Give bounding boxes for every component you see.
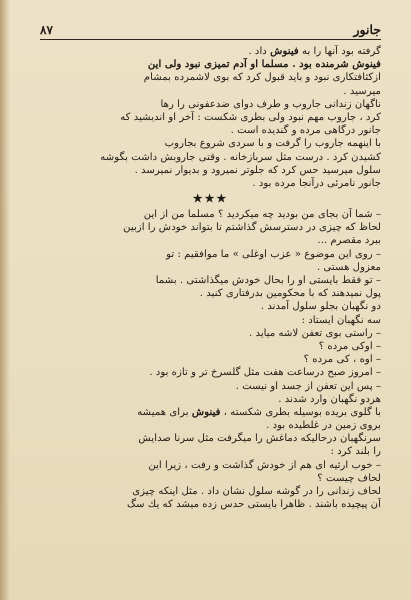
text-line: جانور درگاهی مرده و گندیده است . <box>230 125 381 137</box>
text-line: ازکثافتکاری نبود و باید قبول کرد که بوی لاشمرده بمشام <box>143 72 381 84</box>
text-line: – خوب ارثیه ای هم از خودش گذاشت و رفت ، زیرا این <box>148 459 381 471</box>
text-line: سرنگهبان درحالیکه دماغش را میگرفت مثل سرنا صدایش <box>138 433 381 445</box>
text-line: آن پیچیده باشند . ظاهرا بایستی حدس زده میشد که یك سگ <box>126 499 381 511</box>
text-line: را بلند کرد : <box>330 446 381 458</box>
text-line: جانور نامرئی درآنجا مرده بود . <box>252 177 381 189</box>
text-line: دو نگهبان بجلو سلول آمدند . <box>260 301 381 313</box>
text-line: – تو فقط بایستی او را بحال خودش میگذاشتی . بشما <box>155 275 381 286</box>
text-line: میرسید . <box>343 85 381 97</box>
text-line: ببرد مقصرم ... <box>317 235 381 247</box>
text-line: – اوه ، کی مرده ؟ <box>303 354 381 366</box>
character-name: فینوش <box>270 45 299 57</box>
text-line: سلول میرسید حس کرد که جلوتر نمیرود و بدیوار نمیرسد . <box>134 164 381 176</box>
text-line: فینوش شرمنده بود . مسلما او آدم تمیزی نبود ولی این <box>147 58 381 71</box>
text-line: بروی زمین در غلطیده بود . <box>266 420 381 432</box>
text-line: با گلوی بریده بوسیله بطری شکسته ، فینوش برای همیشه <box>137 405 381 418</box>
section-2 <box>40 208 381 511</box>
text-line: – پس این تعفن از جسد او نیست . <box>235 380 381 392</box>
text-line: – شما آن بجای من بودید چه میکردید ؟ مسلما من از این <box>143 209 381 221</box>
text-line: سه نگهبان ایستاد : <box>301 314 381 326</box>
text-line: لحاف زندانی را در گوشه سلول نشان داد . مثل اینکه چیزی <box>132 486 381 497</box>
page-header <box>40 22 381 40</box>
text-line: گرفته بود آنها را به فینوش داد . <box>248 45 381 57</box>
text-line: – اوکی مرده ؟ <box>318 340 381 352</box>
text-line: لحاف چیست ؟ <box>317 472 381 484</box>
text-line: – امروز صبح درساعت هفت مثل گلسرخ تر و تازه بود . <box>149 367 381 379</box>
text-line: معزول هستی . <box>316 261 381 273</box>
text-line: ناگهان زندانی جاروب و طرف دوای ضدعفونی را رها <box>160 98 381 110</box>
text-line: – روی این موضوع « عزب اوغلی » ما موافقیم : تو <box>166 248 381 260</box>
text-line: با اینهمه جاروب را گرفت و با سردی شروع بجاروب <box>164 138 381 150</box>
page-number: ۸۷ <box>40 23 53 37</box>
text-line: – راستی بوی تعفن لاشه میاید . <box>249 327 381 339</box>
text-line: لحاظ که چیزی در دسترسش گذاشتم تا بتواند خودش را ازبین <box>123 222 381 234</box>
text-line: کرد ، جاروب مهم نبود ولی بطری شکست : آخر او اندیشید که <box>120 111 381 123</box>
section-divider-stars: ★★★ <box>192 192 229 206</box>
text-line: پول نمیدهند که با محکومین بدرفتاری کنید . <box>199 288 381 300</box>
text-line: هردو نگهبان وارد شدند . <box>278 393 381 405</box>
character-name: فینوش <box>191 405 221 418</box>
section-1 <box>40 45 381 190</box>
running-title: جانور <box>353 22 381 37</box>
text-line: کشیدن کرد . درست مثل سربازخانه . وقتی جاروبش داشت بگوشه <box>100 151 381 163</box>
page-body <box>40 45 381 511</box>
